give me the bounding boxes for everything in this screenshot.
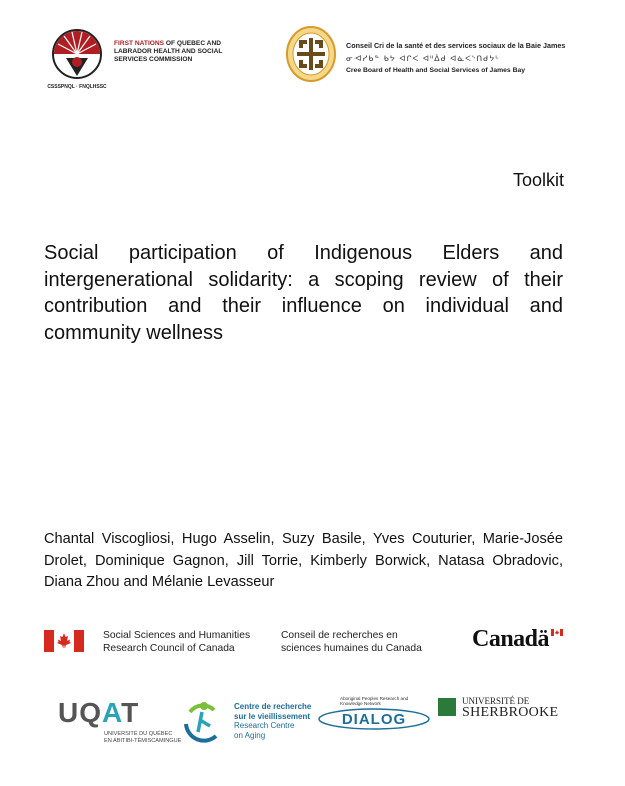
- cree-board-logo: [285, 26, 337, 82]
- sherbrooke-line2: SHERBROOKE: [462, 705, 559, 720]
- cdrv-line3: Research Centre: [234, 721, 295, 731]
- cree-name-syllabics: ᓂᐗᓯᑲᓐ ᑲᔭ ᐊᒋᐸ ᐊᐦᐄᑯ ᐊᓈᐸᔅᑎᑯᔭᒡ: [346, 54, 500, 63]
- dialog-wordmark: DIALOG: [341, 711, 407, 728]
- sherbrooke-logo-icon: [438, 698, 456, 716]
- uqat-sub-line2: EN ABITIBI-TÉMISCAMINGUE: [104, 737, 182, 744]
- fnq-name-rest: OF QUEBEC AND LABRADOR HEALTH AND SOCIAL SERVICES COMMISSION: [114, 40, 223, 63]
- dialog-network-caption: Aboriginal Peoples Research and Knowledge Network: [340, 696, 409, 707]
- uqat-sub-line1: UNIVERSITÉ DU QUÉBEC: [104, 731, 173, 737]
- sshrc-fr-line1: Conseil de recherches en: [281, 630, 398, 641]
- document-title: Social participation of Indigenous Elders and intergenerational solidarity: a scoping review of their contribution and their influence on individual and community wellness: [44, 242, 563, 344]
- sshrc-name-french: [281, 630, 422, 655]
- cdrv-logo-icon: [180, 698, 222, 748]
- cdrv-line2: sur le vieillissement: [234, 711, 311, 721]
- cree-name-french: Conseil Cri de la santé et des services sociaux de la Baie James: [346, 41, 566, 50]
- uqat-t: T: [121, 697, 140, 728]
- fnq-name-red: FIRST NATIONS: [114, 40, 165, 47]
- fnq-ring-text: CSSSPNQL · FNQLHSSC: [47, 84, 107, 90]
- uqat-logo: [58, 697, 139, 729]
- fnqlhssc-logo: [44, 24, 110, 90]
- cdrv-line4: on Aging: [234, 730, 266, 740]
- canada-flag-icon: [44, 630, 84, 652]
- sshrc-name-english: [103, 630, 250, 655]
- sshrc-en-line1: Social Sciences and Humanities: [103, 630, 251, 641]
- dialog-logo: [316, 707, 432, 731]
- uqat-subtitle: [104, 731, 181, 744]
- author-list: Chantal Viscogliosi, Hugo Asselin, Suzy Basile, Yves Couturier, Marie-Josée Drolet, Dominique Gagnon, Jill Torrie, Kimberly Borwick, Natasa Obradovic, Diana Zhou and Mélanie Levasseur: [44, 531, 563, 590]
- fnq-commission-name: [114, 40, 224, 64]
- document-type: Toolkit: [512, 170, 564, 190]
- canada-wordmark: Canadä: [472, 626, 550, 652]
- sshrc-fr-line2: sciences humaines du Canada: [281, 642, 422, 654]
- cdrv-name: [234, 702, 311, 740]
- canada-wordmark-flag-icon: [551, 629, 563, 636]
- cree-name-english: Cree Board of Health and Social Services of James Bay: [346, 67, 526, 74]
- sshrc-en-line2: Research Council of Canada: [103, 642, 235, 654]
- uqat-uq: UQ: [58, 697, 102, 728]
- cdrv-line1: Centre de recherche: [234, 702, 312, 711]
- sherbrooke-line1: UNIVERSITÉ DE: [462, 696, 530, 706]
- uqat-a: A: [102, 697, 122, 728]
